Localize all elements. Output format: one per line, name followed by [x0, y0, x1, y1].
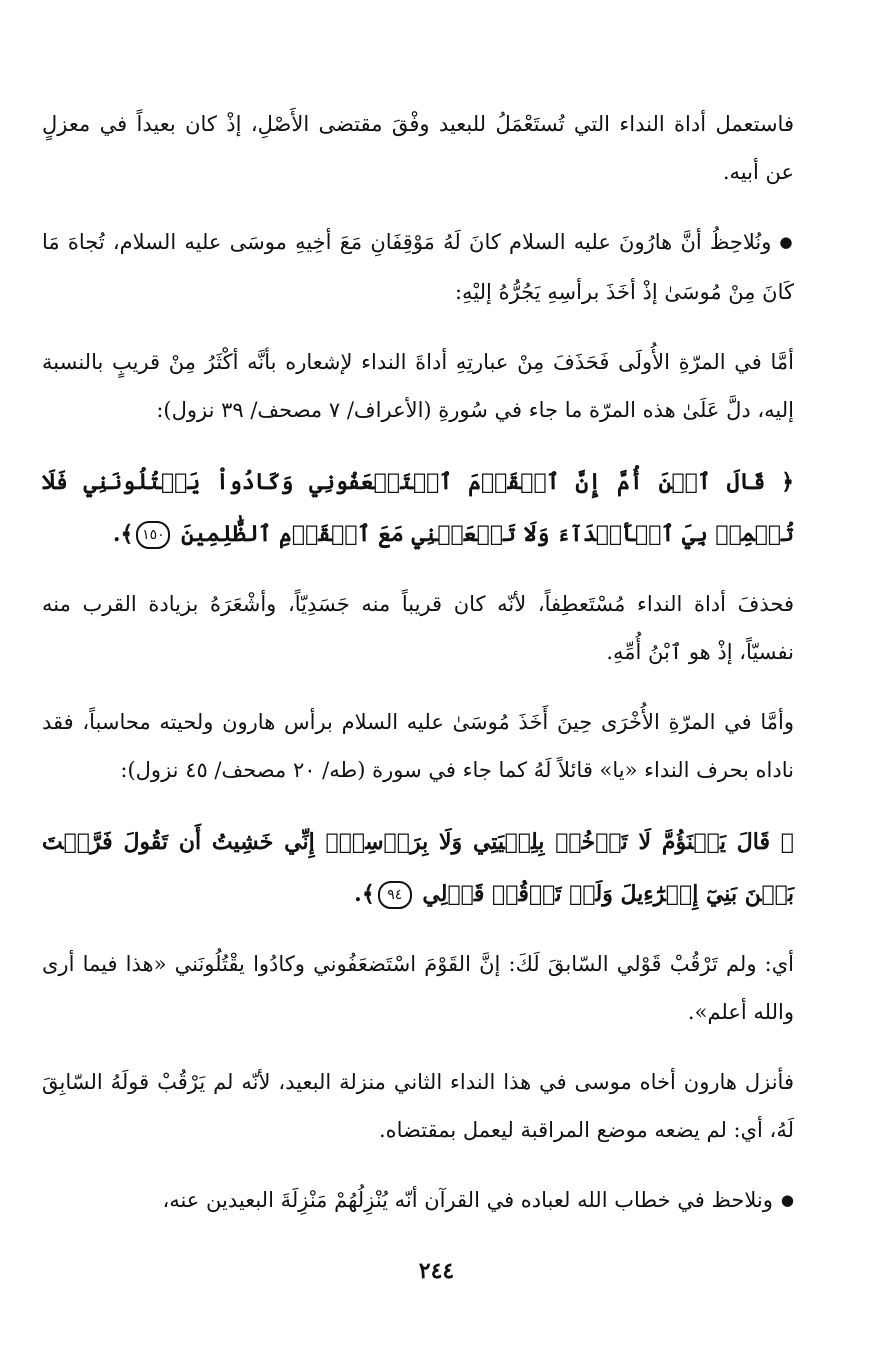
paragraph-7: فأنزل هارون أخاه موسى في هذا النداء الثاني منزلة البعيد، لأنّه لم يَرْقُبْ قولَهُ السّابِقَ لَهُ، أي: لم يضعه موضع المراقبة ليعمل بمقتضاه. — [42, 1070, 794, 1142]
quran-verse-2 — [42, 816, 794, 920]
ayah-number-badge: ٩٤ — [378, 881, 412, 909]
paragraph-5: وأمَّا في المرّةِ الأُخْرَى حِينَ أَخَذَ مُوسَىٰ عليه السلام برأس هارون ولحيته محاسباً، فقد ناداه بحرف النداء «يا» قائلاً لَهُ كما جاء في سورة (طه/ ٢٠ مصحف/ ٤٥ نزول): — [42, 710, 794, 782]
page-number: ٢٤٤ — [418, 1258, 455, 1284]
paragraph-4: فحذفَ أداة النداء مُسْتَعطِفاً، لأنّه كان قريباً منه جَسَدِيّاً، وأشْعَرَهُ بزيادة القرب منه نفسيّاً، إذْ هو ٱبْنُ أُمِّهِ. — [42, 592, 794, 664]
paragraph-6: أي: ولم تَرْقُبْ قَوْلي السّابقَ لَكَ: إنَّ القَوْمَ اسْتَضعَفُوني وكادُوا يقْتُلُونَني «هذا فيما أرى والله أعلم». — [42, 952, 794, 1024]
paragraph-8-bullet: ● ونلاحظ في خطاب الله لعباده في القرآن أنّه يُنْزِلُهُمْ مَنْزِلَةَ البعيدين عنه، — [42, 1176, 794, 1226]
paragraph-3: أمَّا في المرّةِ الأُولَى فَحَذَفَ مِنْ عبارتِهِ أداةَ النداء لإشعاره بأنَّه أكْثَرُ مِنْ قريبٍ بالنسبة إليه، دلَّ عَلَىٰ هذه المرّة ما جاء في سُورةِ (الأعراف/ ٧ مصحف/ ٣٩ نزول): — [42, 350, 794, 422]
page-body — [42, 100, 794, 1248]
quran-verse-1 — [42, 456, 794, 560]
verse-close-bracket: ﴾. — [112, 521, 134, 547]
verse-open-bracket: ﴿ — [781, 469, 794, 495]
verse-open-bracket: ﴿ — [780, 829, 794, 855]
verse-close-bracket: ﴾. — [354, 881, 375, 907]
ayah-number-badge: ١٥٠ — [136, 521, 170, 549]
verse-text: قَالَ ٱبۡنَ أُمَّ إِنَّ ٱلۡقَوۡمَ ٱسۡتَضۡعَفُونِي وَكَادُواْ يَقۡتُلُونَنِي فَلَا تُشۡمِتۡ بِيَ ٱلۡأَعۡدَآءَ وَلَا تَجۡعَلۡنِي مَعَ ٱلۡقَوۡمِ ٱلظَّٰلِمِينَ — [42, 469, 794, 547]
paragraph-2-bullet: ● ونُلاحِظُ أنَّ هارُونَ عليه السلام كانَ لَهُ مَوْقِفَانِ مَعَ أخِيهِ موسَى عليه السلام، تُجاهَ مَا كَانَ مِنْ مُوسَىٰ إذْ أخَذَ برأسِهِ يَجُرُّهُ إليْهِ: — [42, 218, 794, 316]
paragraph-1: فاستعمل أداة النداء التي تُستَعْمَلُ للبعيد وفْقَ مقتضى الأَصْلِ، إذْ كان بعيداً في معزلٍ عن أبيه. — [42, 112, 794, 184]
verse-text: قَالَ يَبۡنَؤُمَّ لَا تَأۡخُذۡ بِلِحۡيَتِي وَلَا بِرَأۡسِيٓۖ إِنِّي خَشِيتُ أَن تَقُولَ فَرَّقۡتَ بَيۡنَ بَنِيٓ إِسۡرَٰٓءِيلَ وَلَمۡ تَرۡقُبۡ قَوۡلِي — [42, 829, 794, 907]
